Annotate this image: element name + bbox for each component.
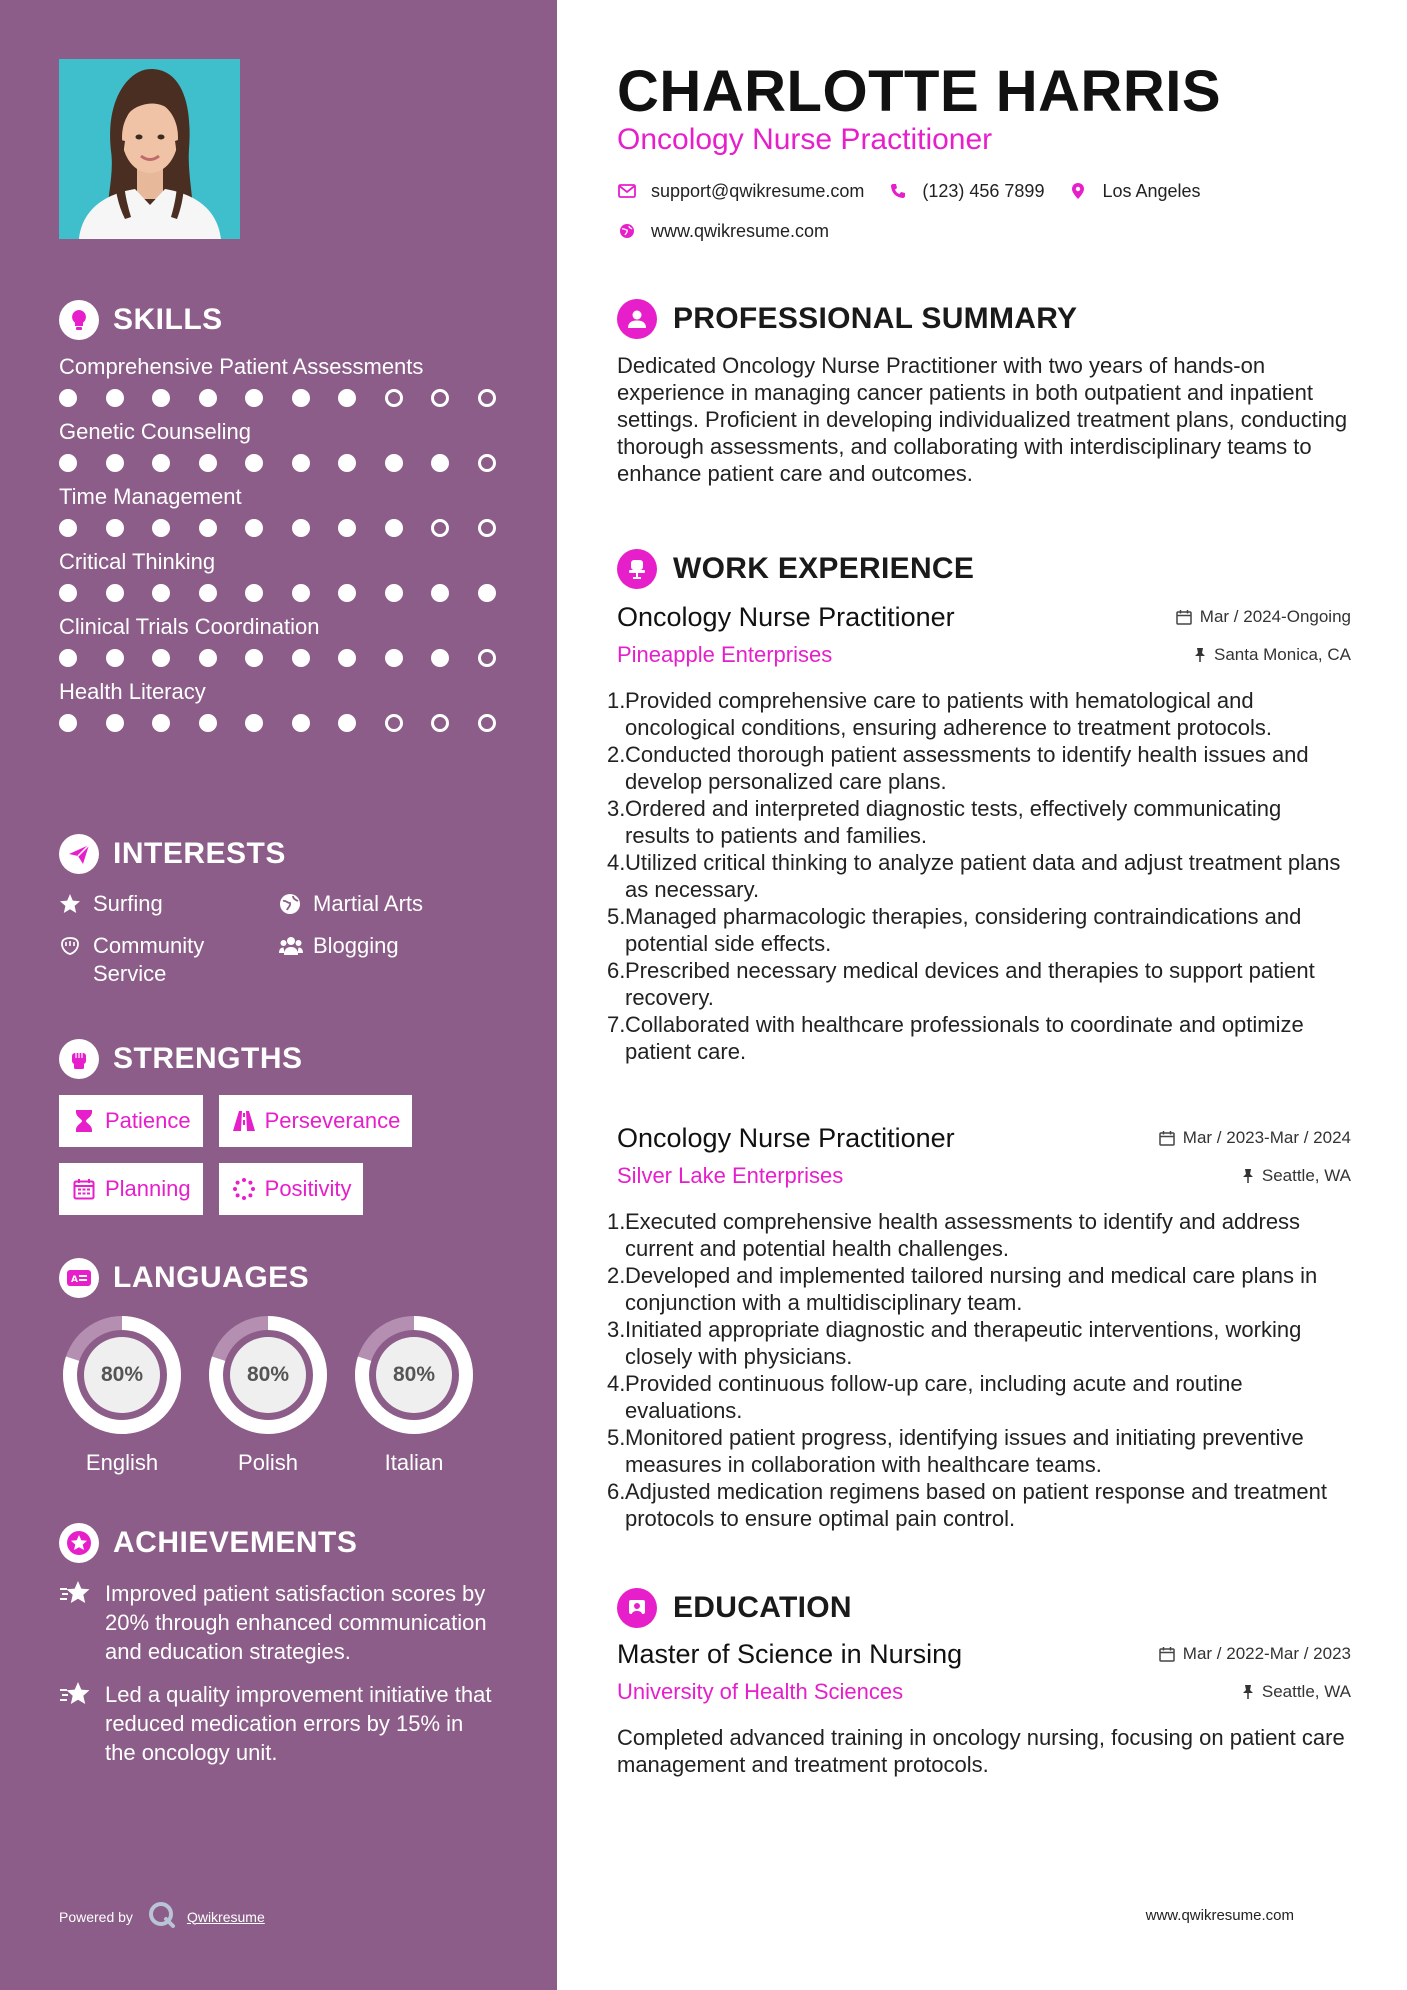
bullet-number: 1. [607,1209,626,1234]
pushpin-icon [1242,1684,1254,1700]
languages-heading [59,1256,519,1300]
rating-dot-filled [152,649,170,667]
job-dates [1176,607,1351,627]
education-location [1242,1682,1351,1702]
job-dates-text: Mar / 2024-Ongoing [1199,607,1351,626]
rating-dot-filled [245,714,263,732]
bullet-number: 2. [607,1263,626,1288]
bullet-number: 4. [607,850,626,875]
interest-item [279,890,499,918]
skills-heading [59,298,519,342]
rating-dot-empty [385,714,403,732]
rating-dot-filled [152,389,170,407]
calendar-icon [1159,1646,1175,1662]
bullet-text: Executed comprehensive health assessments to identify and address current and potential health challenges. [625,1209,1301,1261]
job-bullets [607,1208,1351,1532]
skill-item [59,484,519,537]
skill-rating [59,649,519,667]
website-text: www.qwikresume.com [651,220,830,241]
strengths-title: STRENGTHS [113,1042,303,1075]
languages-title: LANGUAGES [113,1261,310,1294]
skill-name: Critical Thinking [59,549,216,574]
skill-name: Comprehensive Patient Assessments [59,354,424,379]
rating-dot-filled [152,519,170,537]
rating-dot-filled [292,454,310,472]
pushpin-icon [1242,1168,1254,1184]
rating-dot-filled [245,649,263,667]
language-name: Italian [384,1450,444,1475]
bullet-text: Prescribed necessary medical devices and therapies to support patient recovery. [625,958,1315,1010]
contact-info [617,178,1351,258]
location-item [1068,181,1200,202]
rating-dot-filled [478,584,496,602]
phone-item[interactable] [888,181,1044,202]
languages-list [59,1314,519,1476]
rating-dot-filled [199,454,217,472]
svg-text:A: A [71,1275,78,1285]
skill-name: Time Management [59,484,242,509]
bullet-number: 1. [607,688,626,713]
language-name: Polish [238,1450,298,1475]
calendar-icon [71,1176,97,1202]
rating-dot-filled [292,389,310,407]
skill-item [59,679,519,732]
bullet-text: Monitored patient progress, identifying issues and initiating preventive measures in collaboration with healthcare teams. [625,1425,1304,1477]
website-item[interactable] [617,221,829,242]
rating-dot-filled [431,584,449,602]
education-entry [617,1636,1351,1778]
rating-dot-filled [292,519,310,537]
bullet-number: 2. [607,742,626,767]
bullet-text: Collaborated with healthcare professionals to coordinate and optimize patient care. [625,1012,1304,1064]
bullet-number: 7. [607,1012,626,1037]
rating-dot-filled [106,519,124,537]
job-dates [1159,1128,1351,1148]
job-bullets [607,687,1351,1065]
job-bullet [607,741,1351,795]
rating-dot-empty [478,389,496,407]
skill-rating [59,454,519,472]
job-bullet [607,795,1351,849]
rating-dot-filled [59,649,77,667]
bullet-text: Initiated appropriate diagnostic and therapeutic interventions, working closely with physicians. [625,1317,1302,1369]
language-name: English [85,1450,159,1475]
achievement-text: Improved patient satisfaction scores by 20% through enhanced communication and education strategies. [105,1581,487,1664]
user-icon [617,299,657,339]
globe-icon [279,890,305,918]
strength-chip [59,1163,203,1215]
achievements-list [59,1579,519,1767]
rating-dot-empty [478,454,496,472]
achievement-text: Led a quality improvement initiative that reduced medication errors by 15% in the oncology unit. [105,1682,492,1765]
strengths-list [59,1095,519,1231]
job-bullet [607,849,1351,903]
job-location-text: Santa Monica, CA [1213,645,1351,664]
lightbulb-icon [59,300,99,340]
qwikresume-link[interactable]: Qwikresume [186,1908,265,1925]
rating-dot-filled [431,454,449,472]
achievement-star-icon [59,1579,93,1609]
bullet-text: Ordered and interpreted diagnostic tests, effectively communicating results to patients and families. [625,796,1282,848]
bullet-number: 5. [607,1425,626,1450]
skills-section [59,298,519,732]
rating-dot-filled [152,454,170,472]
job-entry [607,599,1351,1065]
bullet-text: Developed and implemented tailored nursing and medical care plans in conjunction with a multidisciplinary team. [625,1263,1318,1315]
qwikresume-logo-icon [147,1900,177,1933]
bullet-text: Provided continuous follow-up care, including acute and routine evaluations. [625,1371,1243,1423]
rating-dot-filled [59,454,77,472]
email-item[interactable] [617,181,864,202]
skills-title: SKILLS [113,303,223,336]
rating-dot-filled [292,649,310,667]
calendar-icon [1176,609,1192,625]
education-dates [1159,1644,1351,1664]
strength-chip [59,1095,203,1147]
profile-photo [59,59,240,239]
language-item [205,1314,331,1476]
rating-dot-filled [199,584,217,602]
strength-label: Planning [105,1176,191,1201]
summary-heading [617,298,1077,340]
interest-item [59,932,279,988]
rating-dot-filled [385,454,403,472]
experience-title: WORK EXPERIENCE [673,552,975,585]
job-location [1242,1166,1351,1186]
rating-dot-filled [245,454,263,472]
globe-icon [617,221,637,241]
languages-section [59,1256,519,1476]
skill-item [59,614,519,667]
bullet-text: Utilized critical thinking to analyze patient data and adjust treatment plans as necessary. [625,850,1341,902]
bullet-number: 4. [607,1371,626,1396]
skill-name: Genetic Counseling [59,419,252,444]
rating-dot-filled [152,584,170,602]
bullet-number: 5. [607,904,626,929]
rating-dot-filled [106,649,124,667]
rating-dot-filled [338,519,356,537]
candidate-title: Oncology Nurse Practitioner [617,123,993,156]
skill-item [59,419,519,472]
language-item [351,1314,477,1476]
rating-dot-filled [338,389,356,407]
rating-dot-filled [292,714,310,732]
job-role: Oncology Nurse Practitioner [617,1122,955,1153]
strength-label: Patience [105,1108,191,1133]
skill-item [59,354,519,407]
job-company: Silver Lake Enterprises [617,1163,844,1188]
job-bullet [607,1424,1351,1478]
job-entry [607,1120,1351,1532]
language-item [59,1314,185,1476]
language-ring [207,1314,329,1436]
interest-item [59,890,279,918]
bullet-text: Managed pharmacologic therapies, considering contraindications and potential side effects. [625,904,1302,956]
achievements-section [59,1521,519,1767]
achievement-star-icon [59,1680,93,1710]
language-percent: 80% [100,1363,144,1386]
footer-url[interactable]: www.qwikresume.com [1145,1907,1294,1924]
strength-chip [219,1095,413,1147]
powered-by [59,1900,265,1933]
rating-dot-filled [152,714,170,732]
job-bullet [607,1262,1351,1316]
phone-text: (123) 456 7899 [922,180,1045,201]
rating-dot-filled [59,389,77,407]
hands-icon [59,932,85,960]
rating-dot-empty [431,389,449,407]
interests-heading [59,832,519,876]
powered-by-label: Powered by [59,1908,133,1925]
rating-dot-filled [385,519,403,537]
interest-label: Community Service [93,933,205,986]
job-bullet [607,903,1351,957]
rating-dot-filled [385,649,403,667]
degree: Master of Science in Nursing [617,1638,963,1669]
achievement-item [59,1680,519,1767]
email-text: support@qwikresume.com [651,180,865,201]
interests-list [59,890,519,988]
star-badge-icon [59,1523,99,1563]
job-dates-text: Mar / 2023-Mar / 2024 [1182,1128,1351,1147]
rating-dot-filled [199,389,217,407]
skill-name: Clinical Trials Coordination [59,614,320,639]
rating-dot-filled [338,649,356,667]
rating-dot-filled [199,649,217,667]
language-percent: 80% [246,1363,290,1386]
education-title: EDUCATION [673,1591,852,1624]
rating-dot-filled [431,649,449,667]
bullet-text: Conducted thorough patient assessments to identify health issues and develop personalized care plans. [625,742,1309,794]
job-bullet [607,1316,1351,1370]
school: University of Health Sciences [617,1679,904,1704]
job-bullet [607,687,1351,741]
rating-dot-filled [245,519,263,537]
rating-dot-filled [338,714,356,732]
rating-dot-empty [478,519,496,537]
job-company: Pineapple Enterprises [617,642,833,667]
bullet-number: 3. [607,1317,626,1342]
rating-dot-filled [106,584,124,602]
rating-dot-filled [59,714,77,732]
language-ring [61,1314,183,1436]
calendar-icon [1159,1130,1175,1146]
summary-title: PROFESSIONAL SUMMARY [673,302,1078,335]
rating-dot-filled [106,454,124,472]
rating-dot-filled [292,584,310,602]
group-icon [279,932,305,960]
map-pin-icon [1068,181,1088,201]
language-card-icon [59,1258,99,1298]
bullet-text: Adjusted medication regimens based on patient response and treatment protocols to ensure optimal pain control. [625,1479,1327,1531]
skill-rating [59,714,519,732]
achievements-title: ACHIEVEMENTS [113,1526,358,1559]
spinner-icon [231,1176,257,1202]
education-dates-text: Mar / 2022-Mar / 2023 [1182,1644,1351,1663]
skill-rating [59,584,519,602]
job-role: Oncology Nurse Practitioner [617,601,955,632]
star-icon [59,890,85,918]
strengths-section [59,1037,519,1231]
rating-dot-filled [106,714,124,732]
bullet-number: 6. [607,958,626,983]
rating-dot-filled [199,519,217,537]
rating-dot-empty [478,649,496,667]
bullet-text: Provided comprehensive care to patients with hematological and oncological conditions, ensuring adherence to treatment protocols. [625,688,1272,740]
rating-dot-filled [338,454,356,472]
rating-dot-filled [338,584,356,602]
job-bullet [607,1208,1351,1262]
job-bullet [607,957,1351,1011]
sidebar [0,0,557,1990]
bullet-number: 3. [607,796,626,821]
skill-item [59,549,519,602]
rating-dot-filled [59,519,77,537]
interest-label: Martial Arts [313,891,424,916]
language-ring [353,1314,475,1436]
rating-dot-filled [385,584,403,602]
rating-dot-empty [431,519,449,537]
envelope-icon [617,181,637,201]
strength-chip [219,1163,364,1215]
job-location [1194,645,1351,665]
achievements-heading [59,1521,519,1565]
skill-name: Health Literacy [59,679,206,704]
rating-dot-filled [59,584,77,602]
achievement-item [59,1579,519,1666]
education-description: Completed advanced training in oncology nursing, focusing on patient care management and treatment protocols. [617,1725,1345,1777]
rating-dot-filled [245,584,263,602]
education-location-text: Seattle, WA [1261,1682,1351,1701]
interest-label: Surfing [93,891,163,916]
skill-rating [59,389,519,407]
phone-icon [888,181,908,201]
job-location-text: Seattle, WA [1261,1166,1351,1185]
main-content [607,0,1351,1990]
paper-plane-icon [59,834,99,874]
graduation-icon [617,1588,657,1628]
pushpin-icon [1194,647,1206,663]
experience-heading [617,548,974,590]
rating-dot-empty [431,714,449,732]
skills-list [59,354,519,732]
interest-item [279,932,499,988]
strength-label: Perseverance [264,1108,401,1133]
hourglass-icon [71,1108,97,1134]
candidate-name: CHARLOTTE HARRIS [617,59,1222,124]
rating-dot-filled [245,389,263,407]
strengths-heading [59,1037,519,1081]
bullet-number: 6. [607,1479,626,1504]
rating-dot-filled [106,389,124,407]
interest-label: Blogging [313,933,399,958]
education-heading [617,1587,852,1629]
strength-label: Positivity [264,1176,352,1201]
rating-dot-filled [199,714,217,732]
language-percent: 80% [392,1363,436,1386]
road-icon [231,1108,257,1134]
fist-icon [59,1039,99,1079]
rating-dot-empty [385,389,403,407]
location-text: Los Angeles [1102,180,1201,201]
job-bullet [607,1478,1351,1532]
job-bullet [607,1011,1351,1065]
interests-section [59,832,519,988]
interests-title: INTERESTS [113,837,286,870]
rating-dot-empty [478,714,496,732]
skill-rating [59,519,519,537]
summary-text: Dedicated Oncology Nurse Practitioner with two years of hands-on experience in managing cancer patients in both outpatient and inpatient settings. Proficient in developing individualized treatment plans, conducting thorough assessments, and collaborating with interdisciplinary teams to enhance patient care and outcomes. [617,353,1348,486]
job-bullet [607,1370,1351,1424]
briefcase-chair-icon [617,549,657,589]
